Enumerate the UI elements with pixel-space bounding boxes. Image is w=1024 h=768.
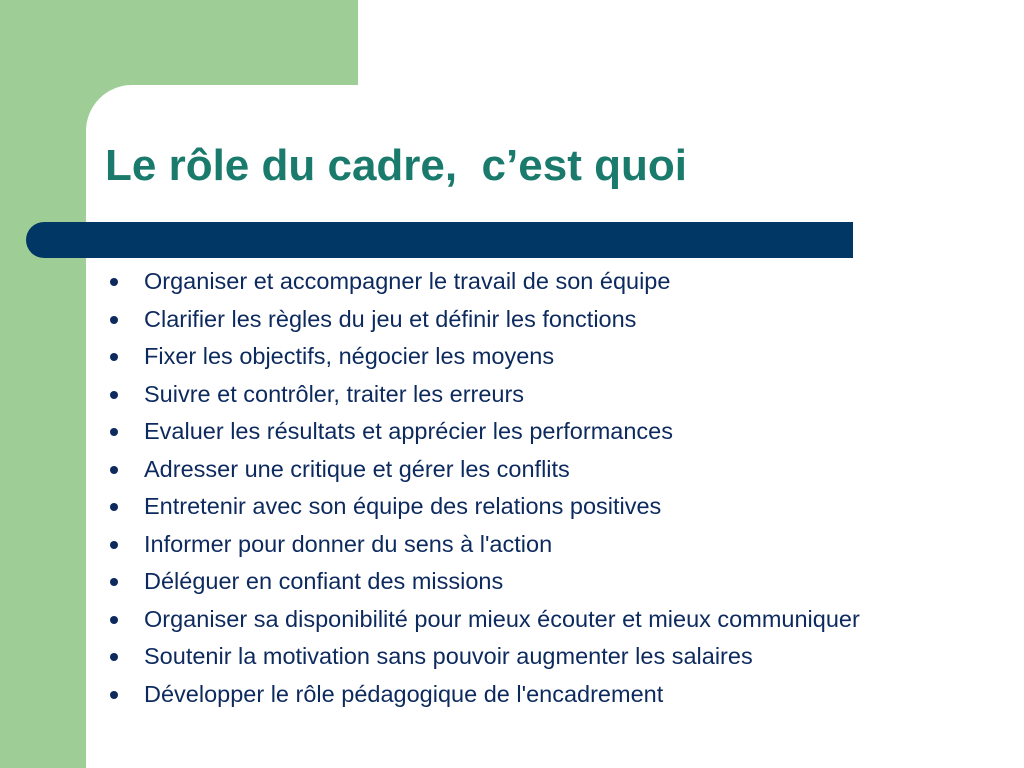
bullet-dot-icon — [110, 503, 118, 511]
bullet-text: Clarifier les règles du jeu et définir les fonctions — [144, 305, 637, 332]
bullet-dot-icon — [110, 616, 118, 624]
bullet-text: Organiser sa disponibilité pour mieux écouter et mieux communiquer — [144, 605, 860, 632]
bullet-dot-icon — [110, 541, 118, 549]
bullet-item — [100, 566, 920, 596]
bullet-text: Informer pour donner du sens à l'action — [144, 530, 553, 557]
bullet-dot-icon — [110, 691, 118, 699]
bullet-item — [100, 679, 920, 709]
slide-title: Le rôle du cadre, c’est quoi — [105, 141, 687, 190]
bullet-dot-icon — [110, 578, 118, 586]
bullet-item — [100, 379, 920, 409]
bullet-text: Organiser et accompagner le travail de son équipe — [144, 268, 671, 294]
bullet-dot-icon — [110, 466, 118, 474]
bullet-text: Soutenir la motivation sans pouvoir augmenter les salaires — [144, 643, 753, 669]
bullet-text: Suivre et contrôler, traiter les erreurs — [144, 380, 525, 407]
bullet-text: Entretenir avec son équipe des relations positives — [144, 493, 662, 519]
bullet-text: Développer le rôle pédagogique de l'encadrement — [144, 680, 664, 707]
bullet-dot-icon — [110, 316, 118, 324]
bullet-dot-icon — [110, 653, 118, 661]
bullet-text: Adresser une critique et gérer les conflits — [144, 455, 570, 482]
bullet-dot-icon — [110, 353, 118, 361]
bullet-text: Evaluer les résultats et apprécier les performances — [144, 418, 673, 444]
bullet-item — [100, 304, 920, 334]
bullet-item — [100, 491, 920, 521]
bullet-item — [100, 266, 920, 296]
bullet-item — [100, 416, 920, 446]
bullet-list — [100, 266, 920, 716]
bullet-dot-icon — [110, 278, 118, 286]
bullet-item — [100, 641, 920, 671]
bullet-item — [100, 529, 920, 559]
bullet-dot-icon — [110, 428, 118, 436]
bullet-text: Déléguer en confiant des missions — [144, 568, 504, 594]
bullet-item — [100, 604, 920, 634]
bullet-item — [100, 341, 920, 371]
title-underline-bar — [26, 222, 853, 258]
bullet-text: Fixer les objectifs, négocier les moyens — [144, 343, 555, 369]
bullet-dot-icon — [110, 391, 118, 399]
bullet-item — [100, 454, 920, 484]
